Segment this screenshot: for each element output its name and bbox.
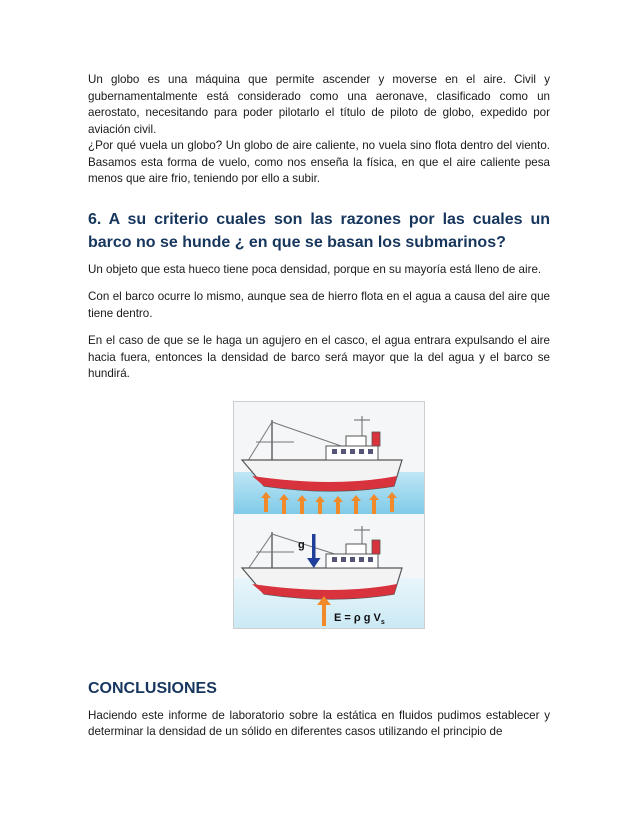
section-6-paragraph-1: Un objeto que esta hueco tiene poca densidad, porque en su mayoría está lleno de aire. bbox=[88, 262, 542, 276]
section-6-heading: 6. A su criterio cuales son las razones por las cuales un barco no se hunde ¿ en que se basan los submarinos? bbox=[88, 210, 550, 251]
gravity-arrow-icon bbox=[307, 534, 321, 568]
section-6-paragraph-3: En el caso de que se le haga un agujero en el casco, el agua entrara expulsando el aire hacia fuera, entonces la densidad de barco será mayor que la del agua y el barco se hundirá. bbox=[88, 334, 550, 380]
section-6-paragraph-2: Con el barco ocurre lo mismo, aunque sea de hierro flota en el agua a causa del aire que tiene dentro. bbox=[88, 290, 550, 320]
conclusions-heading: CONCLUSIONES bbox=[88, 679, 217, 697]
gravity-label: g bbox=[298, 538, 305, 551]
sinking-boat bbox=[234, 526, 424, 628]
intro-paragraph-1: Un globo es una máquina que permite ascender y moverse en el aire. Civil y gubernamentalmente está considerado como una aeronave, clasificado como un aerostato, necesitando para poder pilotarlo el título de piloto de globo, expedido por aviación civil. bbox=[88, 73, 550, 136]
boat-buoyancy-illustration bbox=[234, 402, 424, 628]
floating-boat bbox=[234, 416, 424, 514]
intro-paragraph-2: ¿Por qué vuela un globo? Un globo de aire caliente, no vuela sino flota dentro del viento. Basamos esta forma de vuelo, como nos enseña la física, en que el aire caliente pesa menos que aire frio, teniendo por ello a subir. bbox=[88, 139, 550, 185]
page-content bbox=[88, 72, 550, 741]
boat-buoyancy-figure bbox=[233, 401, 425, 629]
conclusions-paragraph-1: Haciendo este informe de laboratorio sobre la estática en fluidos pudimos establecer y determinar la densidad de un sólido en diferentes casos utilizando el principio de bbox=[88, 708, 550, 738]
buoyant-force-formula: E = ρ g $V_s$ bbox=[334, 611, 385, 626]
